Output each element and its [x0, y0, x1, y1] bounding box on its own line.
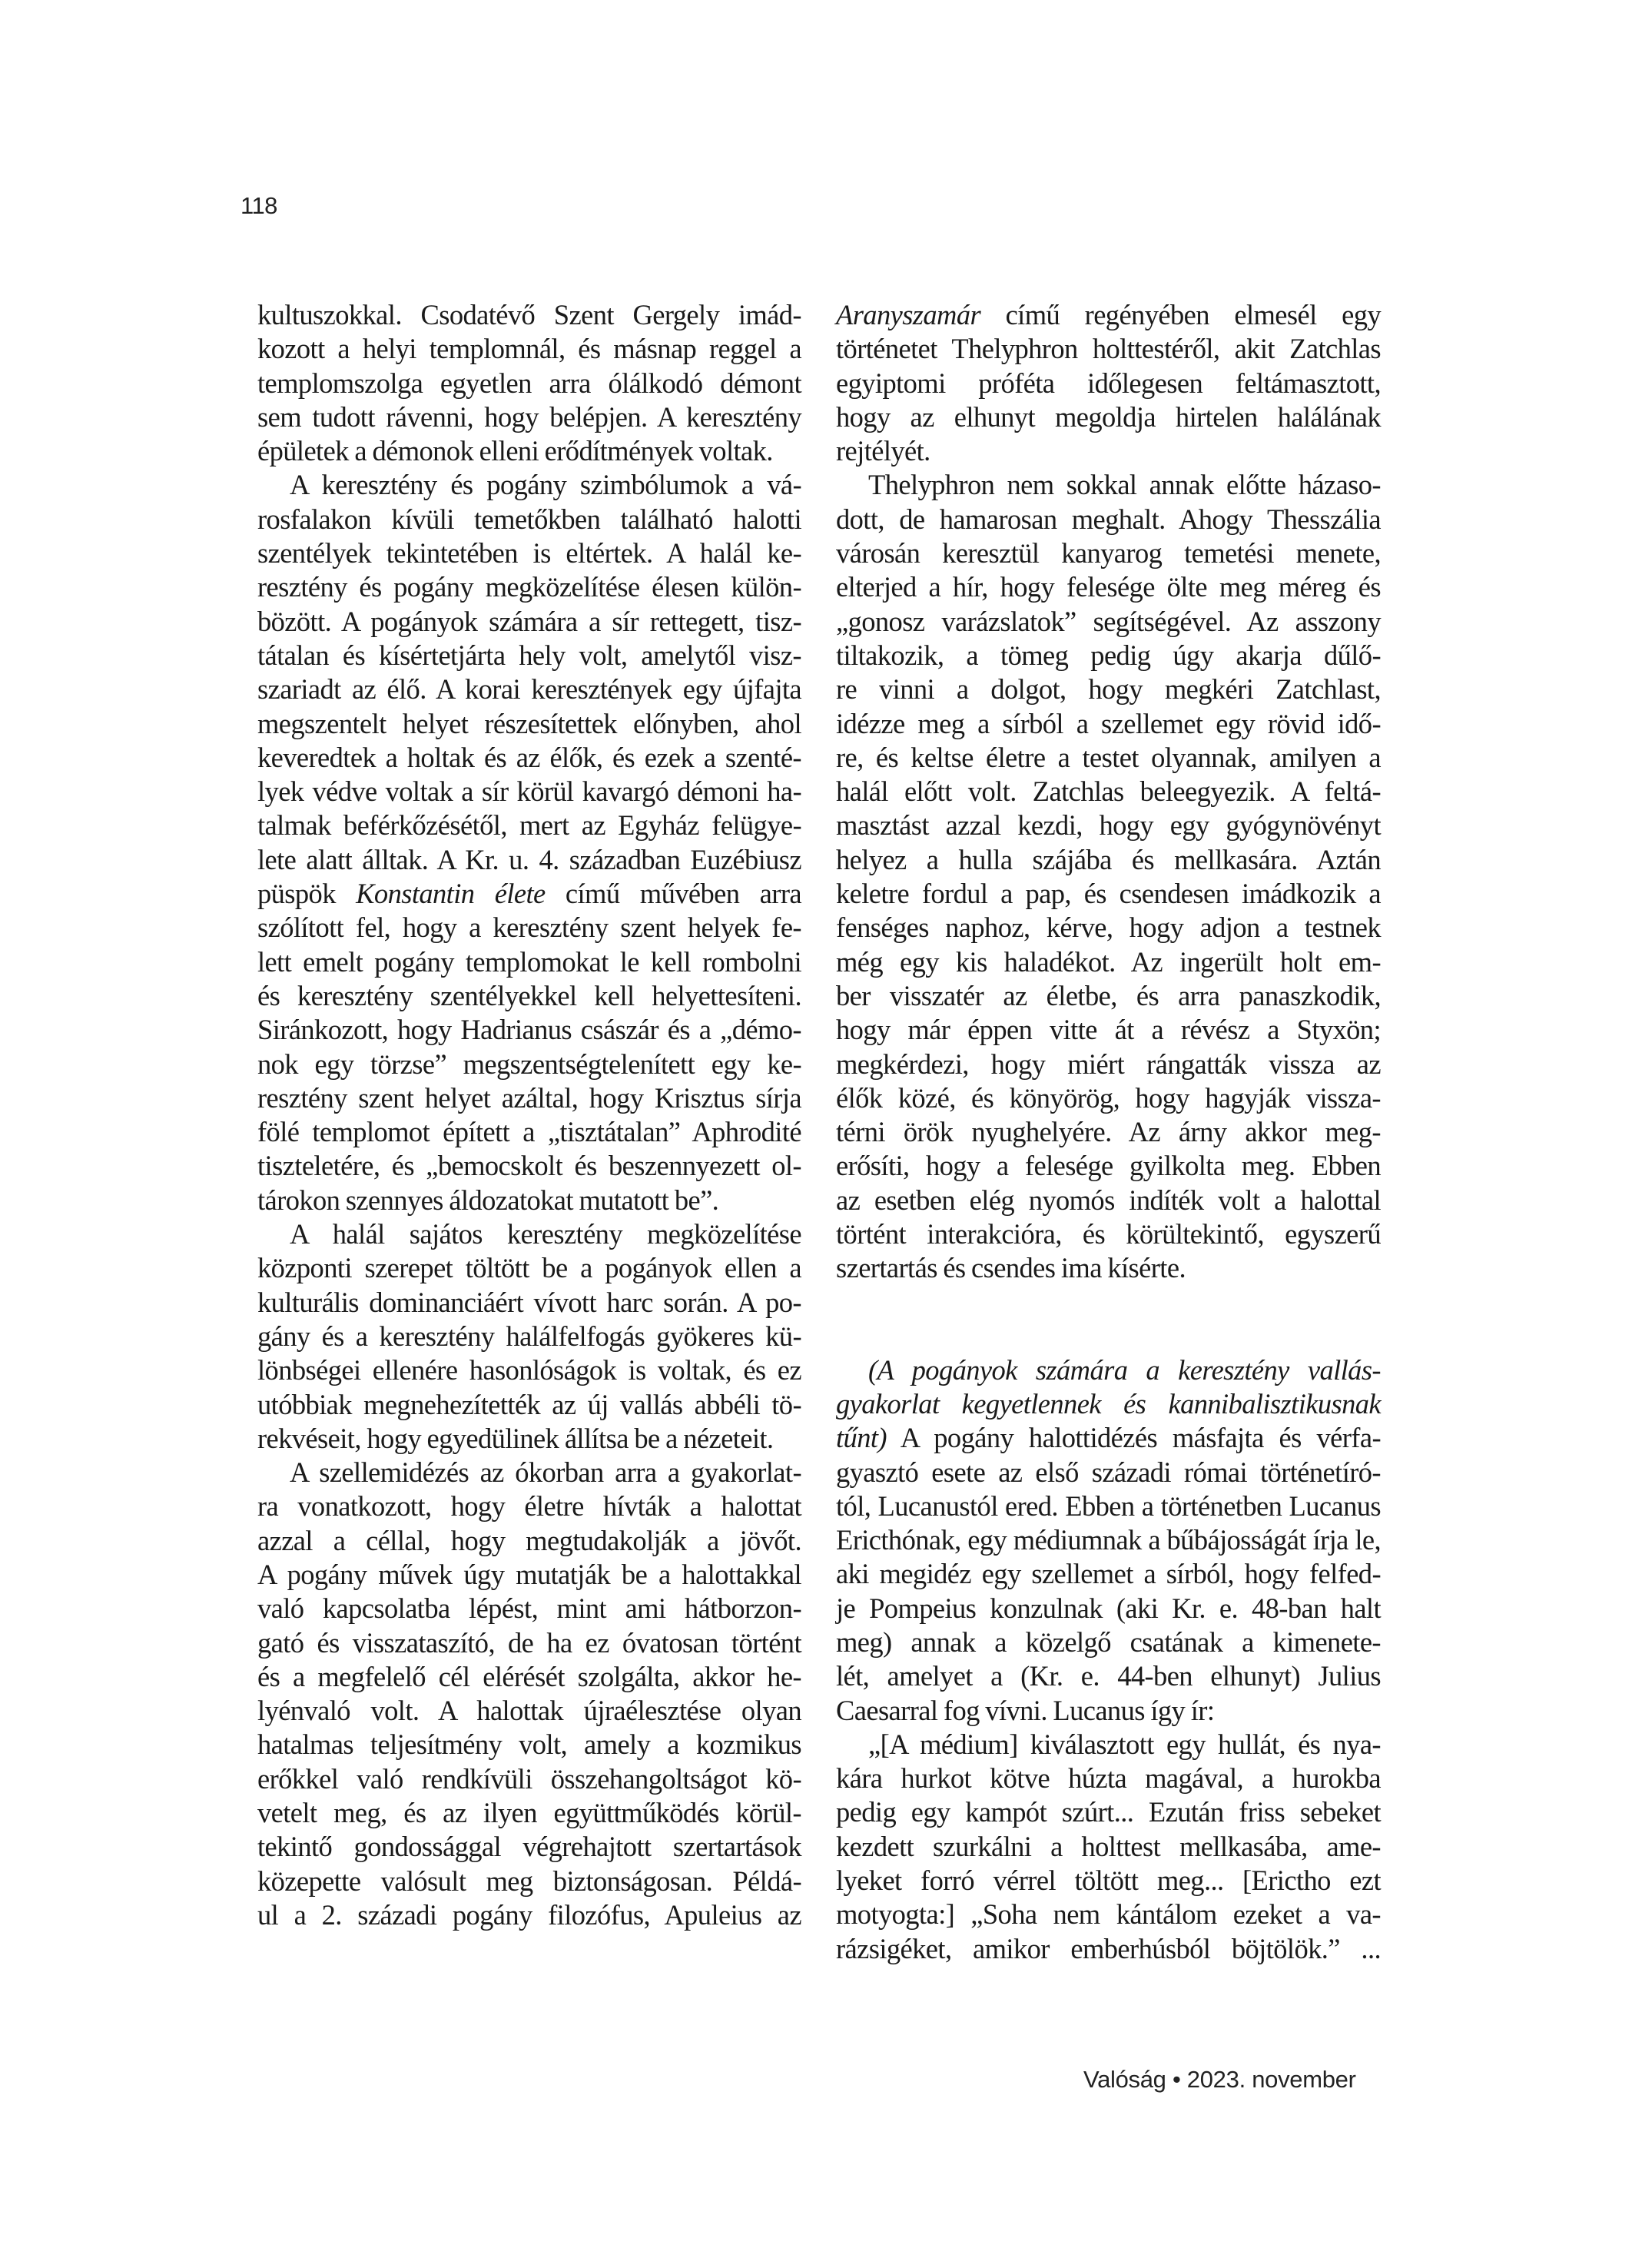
- text-line: kára hurkot kötve húzta magával, a hurokba: [836, 1762, 1381, 1795]
- text-line: gyasztó esete az első századi római történetíró-: [836, 1456, 1381, 1488]
- text-line: bözött. A pogányok számára a sír rettegett, tisz-: [257, 605, 801, 637]
- text-line: lyeket forró vérrel töltött meg... [Erictho ezt: [836, 1865, 1381, 1897]
- text-line: Siránkozott, hogy Hadrianus császár és a „démo-: [257, 1014, 801, 1046]
- text-line: nok egy törzse” megszentségtelenített egy ke-: [257, 1048, 801, 1080]
- text-line: Ericthónak, egy médiumnak a bűbájosságát írja le,: [836, 1524, 1381, 1556]
- text-line: templomszolga egyetlen arra ólálkodó démont: [257, 367, 801, 399]
- book-title: Aranyszamár: [836, 299, 981, 330]
- section-gap: [836, 1286, 1381, 1353]
- text-line: megkérdezi, hogy miért rángatták vissza az: [836, 1048, 1381, 1080]
- text-line: rosfalakon kívüli temetőkben található halotti: [257, 503, 801, 535]
- text-line: tekintő gondossággal végrehajtott szertartások: [257, 1831, 801, 1863]
- text-line: utóbbiak megnehezítették az új vallás abbéli tö-: [257, 1388, 801, 1420]
- text-line: ul a 2. századi pogány filozófus, Apuleius az: [257, 1898, 801, 1931]
- text-line: rekvéseit, hogy egyedülinek állítsa be a nézeteit.: [257, 1422, 774, 1454]
- text-line: meg) annak a közelgő csatának a kimenete-: [836, 1625, 1381, 1658]
- book-title: Konstantin élete: [356, 878, 546, 910]
- section-heading-line: (A pogányok számára a keresztény vallás-: [868, 1353, 1381, 1386]
- text-line: motyogta:] „Soha nem kántálom ezeket a va-: [836, 1898, 1381, 1931]
- text-line: je Pompeius konzulnak (aki Kr. e. 48-ban halt: [836, 1592, 1381, 1624]
- text-line: szertartás és csendes ima kísérte.: [836, 1252, 1186, 1284]
- text-line: halál előtt volt. Zatchlas beleegyezik. A feltá-: [836, 775, 1381, 808]
- text-line: ra vonatkozott, hogy életre hívták a halottat: [257, 1490, 801, 1523]
- text-segment: A pogány halottidézés másfajta és vérfa-: [900, 1422, 1381, 1454]
- text-line: szentélyek tekintetében is eltértek. A halál ke-: [257, 537, 801, 569]
- text-line: megszentelt helyet részesítettek előnyben, ahol: [257, 707, 801, 739]
- text-line: resztény szent helyet azáltal, hogy Krisztus sírja: [257, 1081, 801, 1114]
- text-line: kulturális dominanciáért vívott harc során. A po-: [257, 1286, 801, 1318]
- text-line: ber visszatér az életbe, és arra panaszkodik,: [836, 979, 1381, 1011]
- text-line: lyénvaló volt. A halottak újraélesztése olyan: [257, 1695, 801, 1727]
- text-line: kultuszokkal. Csodatévő Szent Gergely imád-: [257, 299, 801, 330]
- text-line: pedig egy kampót szúrt... Ezután friss sebeket: [836, 1796, 1381, 1828]
- text-line: vetelt meg, és az ilyen együttműködés körül-: [257, 1797, 801, 1829]
- text-line: masztást azzal kezdi, hogy egy gyógynövényt: [836, 809, 1381, 842]
- left-column: [257, 298, 801, 1932]
- text-line: lét, amelyet a (Kr. e. 44-ben elhunyt) Julius: [836, 1660, 1381, 1692]
- text-line: A keresztény és pogány szimbólumok a vá-: [290, 469, 801, 501]
- text-line: Thelyphron nem sokkal annak előtte házaso-: [868, 469, 1381, 501]
- footer-publication-info: Valóság • 2023. november: [1083, 2066, 1356, 2093]
- text-line: való kapcsolatba lépést, mint ami hátborzon-: [257, 1592, 801, 1625]
- text-line: és keresztény szentélyekkel kell helyettesíteni.: [257, 979, 801, 1011]
- text-line: épületek a démonok elleni erődítmények voltak.: [257, 435, 773, 467]
- text-line-with-title: [257, 877, 801, 911]
- text-line: erősíti, hogy a felesége gyilkolta meg. Ebben: [836, 1150, 1381, 1182]
- text-line: lyek védve voltak a sír körül kavargó démoni ha-: [257, 775, 801, 808]
- text-line: hogy az elhunyt megoldja hirtelen halálának: [836, 400, 1381, 433]
- text-line: azzal a céllal, hogy megtudakolják a jövőt.: [257, 1524, 801, 1556]
- text-line: tárokon szennyes áldozatokat mutatott be”.: [257, 1184, 719, 1216]
- text-line: történt interakcióra, és körültekintő, egyszerű: [836, 1218, 1381, 1250]
- text-line: sem tudott rávenni, hogy belépjen. A keresztény: [257, 400, 801, 433]
- text-line: dott, de hamarosan meghalt. Ahogy Thesszália: [836, 503, 1381, 535]
- text-line: kezdett szurkálni a holttest mellkasába, ame-: [836, 1830, 1381, 1862]
- text-line: re vinni a dolgot, hogy megkéri Zatchlast,: [836, 673, 1381, 706]
- text-line: hatalmas teljesítmény volt, amely a kozmikus: [257, 1728, 801, 1761]
- text-line: kozott a helyi templomnál, és másnap reggel a: [257, 333, 801, 365]
- text-line: A pogány művek úgy mutatják be a halottakkal: [257, 1558, 801, 1590]
- text-line-with-title: [836, 298, 1381, 332]
- text-line: aki megidéz egy szellemet a sírból, hogy felfed-: [836, 1558, 1381, 1590]
- text-line: városán keresztül kanyarog temetési menete,: [836, 537, 1381, 569]
- text-line: az esetben elég nyomós indíték volt a halottal: [836, 1184, 1381, 1216]
- text-line: és a megfelelő cél elérését szolgálta, akkor he-: [257, 1660, 801, 1692]
- text-line: helyez a hulla szájába és mellkasára. Aztán: [836, 843, 1381, 875]
- text-line: A halál sajátos keresztény megközelítése: [290, 1218, 801, 1250]
- text-line: közepette valósult meg biztonságosan. Példá-: [257, 1865, 801, 1897]
- text-line: lett emelt pogány templomokat le kell rombolni: [257, 945, 801, 978]
- right-column: [836, 298, 1381, 1966]
- text-line-with-heading: [836, 1421, 1381, 1455]
- section-heading-line: gyakorlat kegyetlennek és kannibalisztikusnak: [836, 1387, 1381, 1420]
- text-line: térni örök nyughelyére. Az árny akkor meg-: [836, 1116, 1381, 1148]
- text-line: keletre fordul a pap, és csendesen imádkozik a: [836, 878, 1381, 910]
- text-line: A szellemidézés az ókorban arra a gyakorlat-: [290, 1456, 801, 1489]
- text-line: erőkkel való rendkívüli összehangoltságot kö-: [257, 1762, 801, 1795]
- text-line: fölé templomot épített a „tisztátalan” Aphrodité: [257, 1116, 801, 1148]
- text-line: központi szerepet töltött be a pogányok ellen a: [257, 1252, 801, 1284]
- text-line: re, és keltse életre a testet olyannak, amilyen a: [836, 741, 1381, 773]
- text-line: élők közé, és könyörög, hogy hagyják vissza-: [836, 1081, 1381, 1114]
- text-line: keveredtek a holtak és az élők, és ezek a szenté-: [257, 741, 801, 773]
- text-line: fenséges naphoz, kérve, hogy adjon a testnek: [836, 912, 1381, 944]
- text-line: lönbségei ellenére hasonlóságok is voltak, és ez: [257, 1354, 801, 1386]
- text-line: szariadt az élő. A korai keresztények egy újfajta: [257, 673, 801, 706]
- text-line: „gonosz varázslatok” segítségével. Az asszony: [836, 605, 1381, 637]
- text-line: elterjed a hír, hogy felesége ölte meg méreg és: [836, 571, 1381, 603]
- text-line: tátalan és kísértetjárta hely volt, amelytől visz-: [257, 639, 801, 671]
- text-line: hogy már éppen vitte át a révész a Styxön;: [836, 1014, 1381, 1046]
- text-line: gány és a keresztény halálfelfogás gyökeres kü-: [257, 1320, 801, 1352]
- text-line: szólított fel, hogy a keresztény szent helyek fe-: [257, 912, 801, 944]
- text-segment: című művében arra: [565, 878, 801, 910]
- text-segment: című regényében elmesél egy: [1005, 299, 1382, 330]
- page-number: 118: [240, 192, 277, 219]
- text-line: resztény és pogány megközelítése élesen külön-: [257, 571, 801, 603]
- text-line: tiltakozik, a tömeg pedig úgy akarja dűlő-: [836, 639, 1381, 671]
- text-line: idézze meg a sírból a szellemet egy rövid idő-: [836, 707, 1381, 739]
- text-segment: püspök: [257, 878, 336, 910]
- text-line: tól, Lucanustól ered. Ebben a történetben Lucanus: [836, 1489, 1381, 1522]
- text-line: rejtélyét.: [836, 435, 930, 467]
- text-line: „[A médium] kiválasztott egy hullát, és nya-: [868, 1728, 1381, 1760]
- text-line: Caesarral fog vívni. Lucanus így ír:: [836, 1694, 1215, 1726]
- text-line: még egy kis haladékot. Az ingerült holt em-: [836, 945, 1381, 978]
- text-line: gató és visszataszító, de ha ez óvatosan történt: [257, 1626, 801, 1659]
- text-line: tiszteletére, és „bemocskolt és beszennyezett ol-: [257, 1150, 801, 1182]
- section-heading-end: tűnt): [836, 1422, 887, 1454]
- text-line: rázsigéket, amikor emberhúsból böjtölök.” ...: [836, 1932, 1381, 1964]
- text-line: egyiptomi próféta időlegesen feltámasztott,: [836, 367, 1381, 399]
- text-line: talmak beférkőzésétől, mert az Egyház felügye-: [257, 809, 801, 842]
- text-line: lete alatt álltak. A Kr. u. 4. században Euzébiusz: [257, 843, 801, 875]
- text-line: történetet Thelyphron holttestéről, akit Zatchlas: [836, 333, 1381, 365]
